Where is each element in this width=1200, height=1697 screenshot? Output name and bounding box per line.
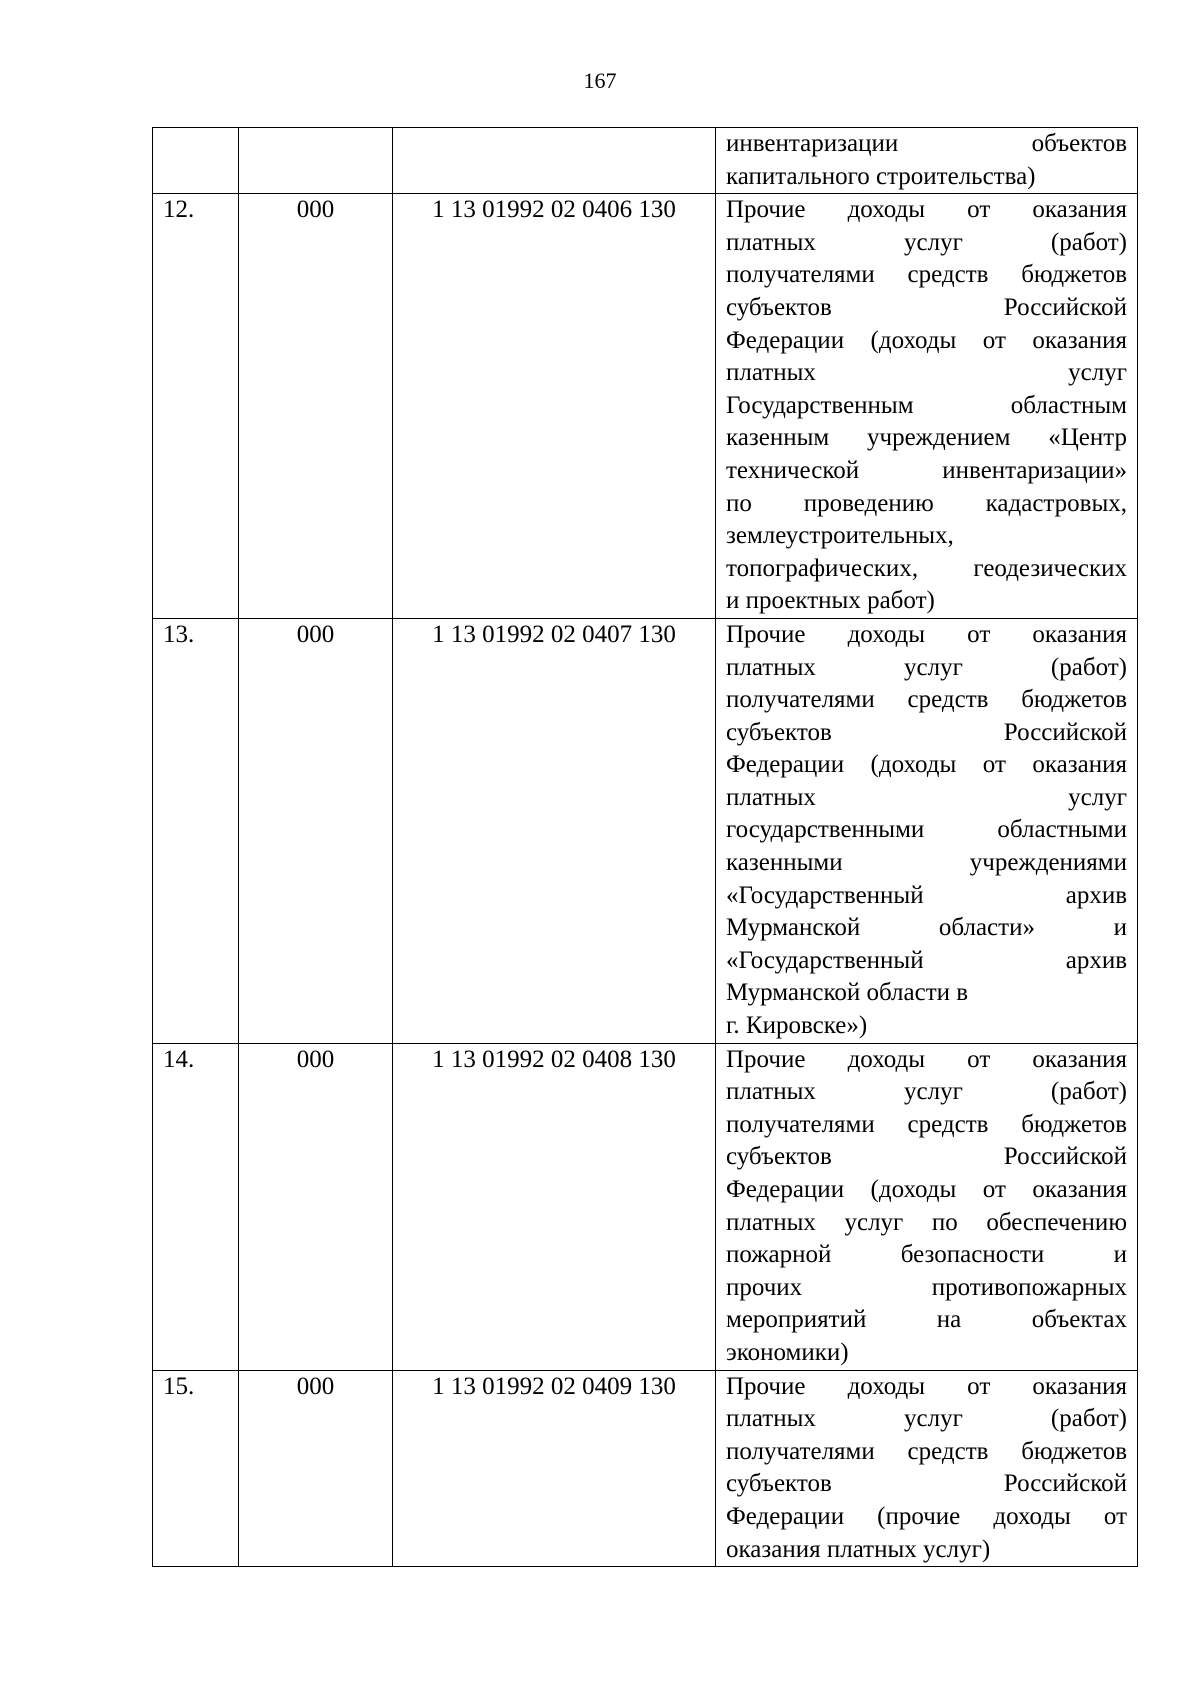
table-row: [153, 618, 1138, 1043]
admin-code-cell: 000: [239, 194, 393, 619]
description-line: Федерации (доходы от оказания: [726, 1176, 1127, 1203]
description-line: субъектов Российской: [726, 293, 1127, 321]
description-line: Федерации (доходы от оказания: [726, 326, 1127, 354]
admin-code-cell: 000: [239, 618, 393, 1043]
description-line: Федерации (прочие доходы от: [726, 1502, 1127, 1530]
description-line: платных услуг (работ): [726, 1405, 1127, 1433]
description-line: Прочие доходы от оказания: [726, 1372, 1127, 1400]
description-line: платных услуг: [726, 783, 1127, 811]
revenue-code-cell: 1 13 01992 02 0408 130: [393, 1043, 716, 1370]
description-line: казенными учреждениями: [726, 849, 1127, 877]
description-line: Мурманской области в: [726, 979, 969, 1007]
description-line: землеустроительных,: [726, 522, 954, 550]
description-line: по проведению кадастровых,: [726, 489, 1127, 517]
row-number-cell: 13.: [153, 618, 239, 1043]
description-line: Государственным областным: [726, 391, 1127, 419]
description-line: получателями средств бюджетов: [726, 1110, 1127, 1138]
description-line: и проектных работ): [726, 587, 935, 615]
description-line: Прочие доходы от оказания: [726, 620, 1127, 648]
admin-code-cell: 000: [239, 1043, 393, 1370]
admin-code-cell: [239, 128, 393, 194]
description-line: пожарной безопасности и: [726, 1241, 1127, 1269]
revenue-code-cell: 1 13 01992 02 0407 130: [393, 618, 716, 1043]
table-row: [153, 128, 1138, 194]
description-line: прочих противопожарных: [726, 1273, 1127, 1301]
description-line: «Государственный архив: [726, 881, 1127, 909]
description-line: платных услуг (работ): [726, 1078, 1127, 1106]
table-body: [153, 128, 1138, 1567]
page-number: 167: [583, 68, 617, 93]
revenue-code-cell: 1 13 01992 02 0406 130: [393, 194, 716, 619]
description-line: технической инвентаризации»: [726, 456, 1127, 484]
row-number-cell: [153, 128, 239, 194]
table-row: [153, 1370, 1138, 1567]
description-cell: [716, 128, 1138, 194]
description-line: мероприятий на объектах: [726, 1306, 1127, 1334]
description-line: платных услуг (работ): [726, 653, 1127, 681]
description-line: платных услуг: [726, 359, 1127, 387]
description-line: Прочие доходы от оказания: [726, 1045, 1127, 1073]
description-cell: [716, 1043, 1138, 1370]
revenue-code-cell: [393, 128, 716, 194]
description-line: Прочие доходы от оказания: [726, 196, 1127, 224]
description-line: платных услуг по обеспечению: [726, 1208, 1127, 1236]
description-line: топографических, геодезических: [726, 554, 1127, 582]
description-line: получателями средств бюджетов: [726, 686, 1127, 714]
description-cell: [716, 194, 1138, 619]
description-line: получателями средств бюджетов: [726, 261, 1127, 289]
description-line: платных услуг (работ): [726, 228, 1127, 256]
description-line: оказания платных услуг): [726, 1535, 991, 1563]
description-line: субъектов Российской: [726, 718, 1127, 746]
description-line: казенным учреждением «Центр: [726, 424, 1127, 452]
revenue-codes-table: [152, 127, 1138, 1567]
description-line: Федерации (доходы от оказания: [726, 751, 1127, 779]
description-line: государственными областными: [726, 816, 1127, 844]
description-line: капитального строительства): [726, 162, 1036, 190]
row-number-cell: 14.: [153, 1043, 239, 1370]
description-line: получателями средств бюджетов: [726, 1437, 1127, 1465]
row-number-cell: 15.: [153, 1370, 239, 1567]
table-row: [153, 194, 1138, 619]
row-number-cell: 12.: [153, 194, 239, 619]
description-line: инвентаризации объектов: [726, 130, 1127, 157]
description-line: «Государственный архив: [726, 946, 1127, 974]
description-line: субъектов Российской: [726, 1470, 1127, 1498]
table-row: [153, 1043, 1138, 1370]
description-line: субъектов Российской: [726, 1143, 1127, 1171]
admin-code-cell: 000: [239, 1370, 393, 1567]
description-line: Мурманской области» и: [726, 914, 1127, 942]
description-line: экономики): [726, 1338, 849, 1366]
description-line: г. Кировске»): [726, 1012, 868, 1040]
description-cell: [716, 1370, 1138, 1567]
description-cell: [716, 618, 1138, 1043]
revenue-code-cell: 1 13 01992 02 0409 130: [393, 1370, 716, 1567]
